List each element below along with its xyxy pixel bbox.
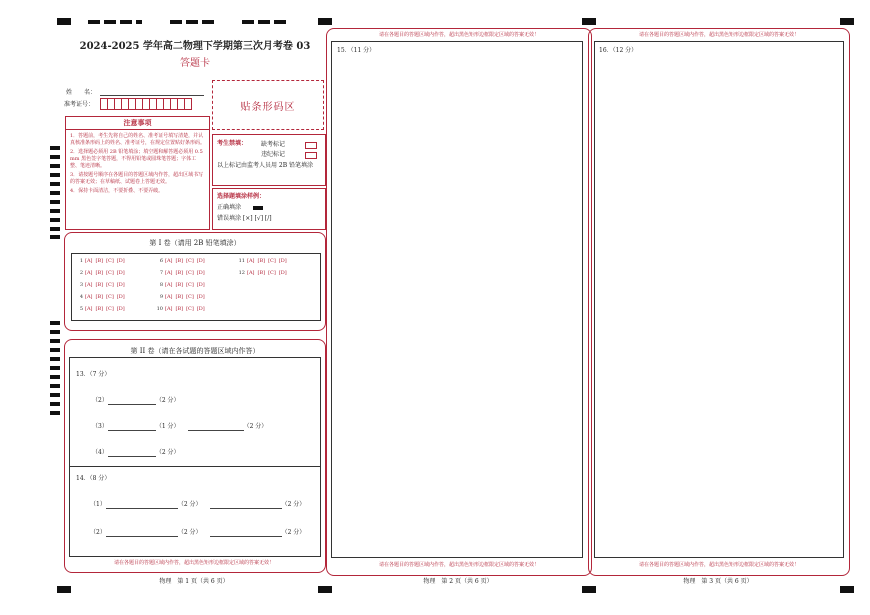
timing-mark xyxy=(582,586,596,593)
page-footer: 物理 第 2 页（共 6 页） xyxy=(423,578,493,585)
mcq-question-5 xyxy=(74,306,128,312)
notice-item: 2．选择题必须用 2B 铅笔填涂；填空题和解答题必须用 0.5 mm 黑色签字笔答题，不得用铅笔或圆珠笔答题；字体工整、笔迹清晰。 xyxy=(70,149,203,169)
answer-bubble[interactable]: [B] xyxy=(95,306,104,312)
mcq-question-4 xyxy=(74,294,128,300)
filled-bubble-sample xyxy=(253,206,263,210)
part-label: （2） xyxy=(90,529,106,536)
mcq-question-1 xyxy=(74,258,128,264)
timing-mark xyxy=(50,348,60,352)
q13-part3 xyxy=(92,422,267,431)
timing-mark xyxy=(136,20,142,24)
timing-mark xyxy=(50,402,60,406)
fill-example-box xyxy=(212,188,326,230)
question-number: 6 xyxy=(159,258,163,264)
question-number: 11 xyxy=(238,258,245,264)
answer-bubble[interactable]: [D] xyxy=(116,306,125,312)
forbidden-title: 考生禁填： xyxy=(217,140,248,147)
timing-mark xyxy=(274,20,286,24)
answer-area-16[interactable] xyxy=(594,41,844,558)
fill-example-title: 选择题填涂样例： xyxy=(217,193,266,200)
timing-mark xyxy=(50,235,60,239)
timing-mark xyxy=(50,393,60,397)
score-label: （2 分） xyxy=(155,397,180,404)
answer-area-15[interactable] xyxy=(331,41,583,558)
answer-bubble[interactable]: [B] xyxy=(95,282,104,288)
name-label: 姓 名： xyxy=(66,89,97,96)
timing-mark xyxy=(50,227,60,231)
page-footer: 物理 第 3 页（共 6 页） xyxy=(683,578,753,585)
timing-mark xyxy=(50,155,60,159)
page-title: 2024-2025 学年高二物理下学期第三次月考卷 03 xyxy=(79,41,311,52)
answer-bubble[interactable]: [B] xyxy=(95,294,104,300)
answer-bubble[interactable]: [C] xyxy=(186,294,194,300)
answer-bubble[interactable]: [D] xyxy=(196,294,205,300)
score-label: （2 分） xyxy=(177,501,202,508)
part-label: （3） xyxy=(92,423,108,430)
mcq-question-2 xyxy=(74,270,128,276)
warning-text: 请在各题目的答题区域内作答，超出黑色矩形边框限定区域的答案无效！ xyxy=(378,562,539,568)
fill-wrong-label: 错误填涂 [×] [√] [/] xyxy=(217,215,272,222)
answer-bubble[interactable]: [B] xyxy=(257,270,266,276)
q14-part1 xyxy=(90,500,305,509)
timing-mark xyxy=(50,339,60,343)
timing-mark xyxy=(50,191,60,195)
mcq-question-6 xyxy=(154,258,208,264)
notice-item: 3．请按题号顺序在各题目的答题区域内作答，超出区域书写的答案无效；在草稿纸、试题卷上答题无效。 xyxy=(70,172,204,185)
question-number: 7 xyxy=(159,270,163,276)
answer-bubble[interactable]: [A] xyxy=(85,270,93,276)
answer-bubble[interactable]: [A] xyxy=(247,258,255,264)
timing-mark xyxy=(170,20,182,24)
timing-mark xyxy=(50,182,60,186)
timing-mark xyxy=(840,18,854,25)
violation-checkbox[interactable] xyxy=(305,152,317,159)
answer-bubble[interactable]: [A] xyxy=(165,306,173,312)
answer-bubble[interactable]: [D] xyxy=(278,258,287,264)
mcq-question-9 xyxy=(154,294,208,300)
timing-mark xyxy=(318,18,332,25)
timing-mark xyxy=(50,218,60,222)
answer-bubble[interactable]: [D] xyxy=(278,270,287,276)
answer-bubble[interactable]: [D] xyxy=(196,282,205,288)
score-label: （2 分） xyxy=(281,501,306,508)
violation-label: 违纪标记 xyxy=(261,151,286,158)
mcq-question-10 xyxy=(154,306,208,312)
answer-bubble[interactable]: [A] xyxy=(85,294,93,300)
notice-title: 注意事项 xyxy=(66,117,209,130)
fill-correct-label: 正确填涂 xyxy=(217,204,242,211)
answer-bubble[interactable]: [D] xyxy=(196,270,205,276)
timing-mark xyxy=(50,209,60,213)
answer-bubble[interactable]: [C] xyxy=(186,282,194,288)
timing-mark xyxy=(50,330,60,334)
answer-bubble[interactable]: [D] xyxy=(196,306,205,312)
part-label: （2） xyxy=(92,397,108,404)
answer-bubble[interactable]: [B] xyxy=(175,258,184,264)
answer-bubble[interactable]: [D] xyxy=(116,294,125,300)
warning-text: 请在各题目的答题区域内作答，超出黑色矩形边框限定区域的答案无效！ xyxy=(113,560,274,566)
question-number: 2 xyxy=(79,270,83,276)
section2-title: 第 II 卷（请在各试题的答题区域内作答） xyxy=(130,347,260,355)
mcq-question-12 xyxy=(236,270,290,276)
answer-area-13-14 xyxy=(69,357,321,557)
timing-mark xyxy=(242,20,254,24)
answer-bubble[interactable]: [C] xyxy=(186,258,194,264)
answer-bubble[interactable]: [B] xyxy=(175,306,184,312)
answer-bubble[interactable]: [C] xyxy=(106,282,114,288)
q13-label: 13．（7 分） xyxy=(76,371,111,378)
answer-bubble[interactable]: [D] xyxy=(116,270,125,276)
barcode-label: 贴条形码区 xyxy=(240,101,296,113)
answer-bubble[interactable]: [B] xyxy=(175,270,184,276)
answer-bubble[interactable]: [C] xyxy=(186,270,194,276)
notice-item: 1．答题前，考生先将自己的姓名、准考证号填写清楚，并认真核准条形码上的姓名、准考证号，在规定位置贴好条形码。 xyxy=(70,133,206,146)
warning-text: 请在各题目的答题区域内作答，超出黑色矩形边框限定区域的答案无效！ xyxy=(638,32,799,38)
page-footer: 物理 第 1 页（共 6 页） xyxy=(159,578,229,585)
score-label: （1 分） xyxy=(155,423,180,430)
absent-checkbox[interactable] xyxy=(305,142,317,149)
timing-mark xyxy=(50,411,60,415)
timing-mark xyxy=(840,586,854,593)
answer-bubble[interactable]: [A] xyxy=(85,258,93,264)
timing-mark xyxy=(202,20,214,24)
timing-mark xyxy=(104,20,116,24)
answer-bubble[interactable]: [A] xyxy=(165,270,173,276)
answer-bubble[interactable]: [C] xyxy=(106,270,114,276)
timing-mark xyxy=(50,375,60,379)
question-number: 3 xyxy=(79,282,83,288)
answer-bubble[interactable]: [D] xyxy=(196,258,205,264)
mcq-question-8 xyxy=(154,282,208,288)
score-label: （2 分） xyxy=(177,529,202,536)
question-number: 10 xyxy=(156,306,163,312)
answer-bubble[interactable]: [A] xyxy=(165,294,173,300)
absent-label: 缺考标记 xyxy=(261,141,286,148)
name-field[interactable] xyxy=(100,95,204,96)
answer-bubble[interactable]: [C] xyxy=(106,306,114,312)
timing-mark xyxy=(50,173,60,177)
timing-mark xyxy=(50,366,60,370)
q16-label: 16．（12 分） xyxy=(599,47,638,54)
answer-bubble[interactable]: [B] xyxy=(257,258,266,264)
page-subtitle: 答题卡 xyxy=(180,58,210,69)
section1-title: 第 I 卷（请用 2B 铅笔填涂） xyxy=(149,239,241,247)
answer-bubble[interactable]: [C] xyxy=(106,294,114,300)
question-number: 1 xyxy=(79,258,83,264)
mcq-question-3 xyxy=(74,282,128,288)
barcode-area xyxy=(212,80,324,130)
answer-blank[interactable] xyxy=(106,530,178,537)
question-number: 12 xyxy=(238,270,245,276)
answer-bubble[interactable]: [C] xyxy=(186,306,194,312)
timing-mark xyxy=(120,20,132,24)
answer-bubble[interactable]: [C] xyxy=(268,258,276,264)
question-number: 8 xyxy=(159,282,163,288)
question-number: 9 xyxy=(159,294,163,300)
answer-bubble[interactable]: [B] xyxy=(95,258,104,264)
timing-mark xyxy=(318,586,332,593)
score-label: （2 分） xyxy=(243,423,268,430)
answer-bubble[interactable]: [A] xyxy=(165,282,173,288)
answer-bubble[interactable]: [A] xyxy=(247,270,255,276)
divider xyxy=(69,466,320,467)
timing-mark xyxy=(50,321,60,325)
timing-mark xyxy=(582,18,596,25)
score-label: （2 分） xyxy=(281,529,306,536)
answer-blank[interactable] xyxy=(106,502,178,509)
timing-mark xyxy=(50,200,60,204)
timing-mark xyxy=(57,586,71,593)
answer-blank[interactable] xyxy=(210,530,282,537)
answer-bubble[interactable]: [A] xyxy=(165,258,173,264)
exam-no-boxes[interactable] xyxy=(101,98,192,110)
part-label: （4） xyxy=(92,449,108,456)
mcq-question-11 xyxy=(236,258,290,264)
answer-bubble[interactable]: [C] xyxy=(268,270,276,276)
answer-bubble[interactable]: [B] xyxy=(175,294,184,300)
answer-bubble[interactable]: [B] xyxy=(95,270,104,276)
question-number: 4 xyxy=(79,294,83,300)
score-label: （2 分） xyxy=(155,449,180,456)
q13-part4 xyxy=(92,448,180,457)
answer-blank[interactable] xyxy=(108,398,156,405)
timing-mark xyxy=(50,384,60,388)
question-number: 5 xyxy=(79,306,83,312)
part-label: （1） xyxy=(90,501,106,508)
answer-bubble[interactable]: [C] xyxy=(106,258,114,264)
notice-box xyxy=(65,116,210,230)
answer-bubble[interactable]: [D] xyxy=(116,258,125,264)
answer-blank[interactable] xyxy=(108,424,156,431)
answer-bubble[interactable]: [A] xyxy=(85,306,93,312)
timing-mark xyxy=(57,18,71,25)
notice-item: 4．保持卡面清洁，不要折叠、不要弄破。 xyxy=(70,188,164,194)
answer-bubble[interactable]: [A] xyxy=(85,282,93,288)
forbidden-note: 以上标记由监考人员用 2B 铅笔填涂 xyxy=(217,162,314,169)
answer-bubble[interactable]: [B] xyxy=(175,282,184,288)
timing-mark xyxy=(50,146,60,150)
timing-mark xyxy=(88,20,100,24)
q13-part2 xyxy=(92,396,180,405)
timing-mark xyxy=(186,20,198,24)
q15-label: 15．（11 分） xyxy=(337,47,376,54)
forbidden-box xyxy=(212,134,326,186)
timing-mark xyxy=(258,20,270,24)
mcq-question-7 xyxy=(154,270,208,276)
warning-text: 请在各题目的答题区域内作答，超出黑色矩形边框限定区域的答案无效！ xyxy=(638,562,799,568)
timing-mark xyxy=(50,357,60,361)
timing-mark xyxy=(50,164,60,168)
exam-no-label: 准考证号： xyxy=(64,101,95,108)
answer-blank[interactable] xyxy=(188,424,244,431)
answer-blank[interactable] xyxy=(108,450,156,457)
q14-label: 14．（8 分） xyxy=(76,475,111,482)
q14-part2 xyxy=(90,528,305,537)
warning-text: 请在各题目的答题区域内作答，超出黑色矩形边框限定区域的答案无效！ xyxy=(378,32,539,38)
answer-blank[interactable] xyxy=(210,502,282,509)
answer-bubble[interactable]: [D] xyxy=(116,282,125,288)
